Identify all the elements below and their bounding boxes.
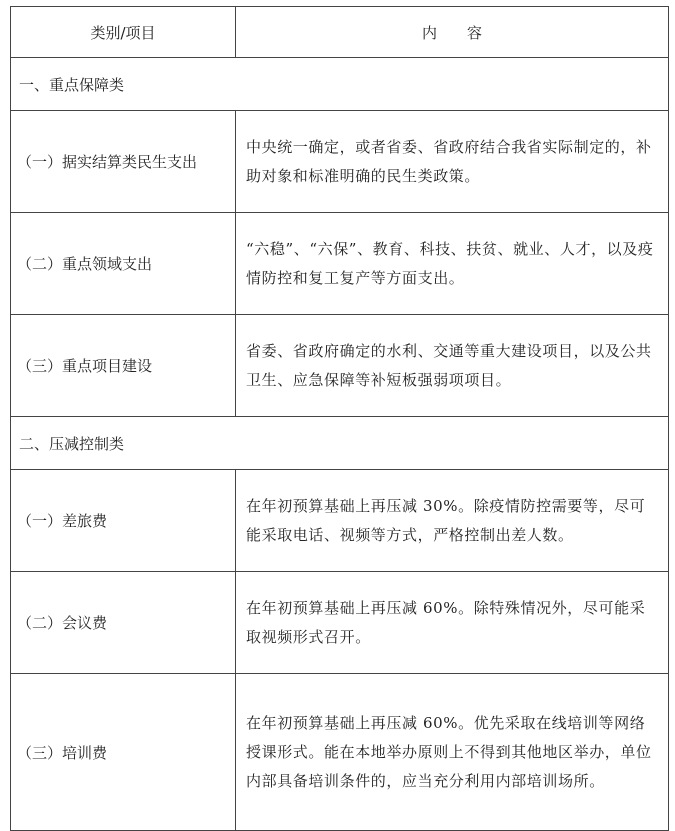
item-name: （二）会议费 — [11, 572, 236, 674]
table-row — [11, 572, 669, 674]
item-name: （一）据实结算类民生支出 — [11, 111, 236, 213]
table-row — [11, 213, 669, 315]
section-row-reduction — [11, 417, 669, 470]
table-row — [11, 674, 669, 831]
item-name: （三）重点项目建设 — [11, 315, 236, 417]
section-title: 一、重点保障类 — [11, 58, 669, 111]
item-name: （三）培训费 — [11, 674, 236, 831]
item-content: 省委、省政府确定的水利、交通等重大建设项目，以及公共卫生、应急保障等补短板强弱项项目。 — [236, 315, 669, 417]
section-title: 二、压减控制类 — [11, 417, 669, 470]
item-content: 中央统一确定，或者省委、省政府结合我省实际制定的，补助对象和标准明确的民生类政策。 — [236, 111, 669, 213]
item-content: 在年初预算基础上再压减 60%。优先采取在线培训等网络授课形式。能在本地举办原则上不得到其他地区举办，单位内部具备培训条件的，应当充分利用内部培训场所。 — [236, 674, 669, 831]
header-content: 内容 — [236, 7, 669, 58]
item-name: （二）重点领域支出 — [11, 213, 236, 315]
table-header-row — [11, 7, 669, 58]
table-row — [11, 315, 669, 417]
section-row-guarantee — [11, 58, 669, 111]
table-row — [11, 111, 669, 213]
item-content: “六稳”、“六保”、教育、科技、扶贫、就业、人才，以及疫情防控和复工复产等方面支出。 — [236, 213, 669, 315]
item-content: 在年初预算基础上再压减 60%。除特殊情况外，尽可能采取视频形式召开。 — [236, 572, 669, 674]
policy-table — [10, 6, 669, 831]
header-category: 类别/项目 — [11, 7, 236, 58]
table-row — [11, 470, 669, 572]
policy-table-container — [10, 6, 669, 831]
item-content: 在年初预算基础上再压减 30%。除疫情防控需要等，尽可能采取电话、视频等方式，严格控制出差人数。 — [236, 470, 669, 572]
item-name: （一）差旅费 — [11, 470, 236, 572]
